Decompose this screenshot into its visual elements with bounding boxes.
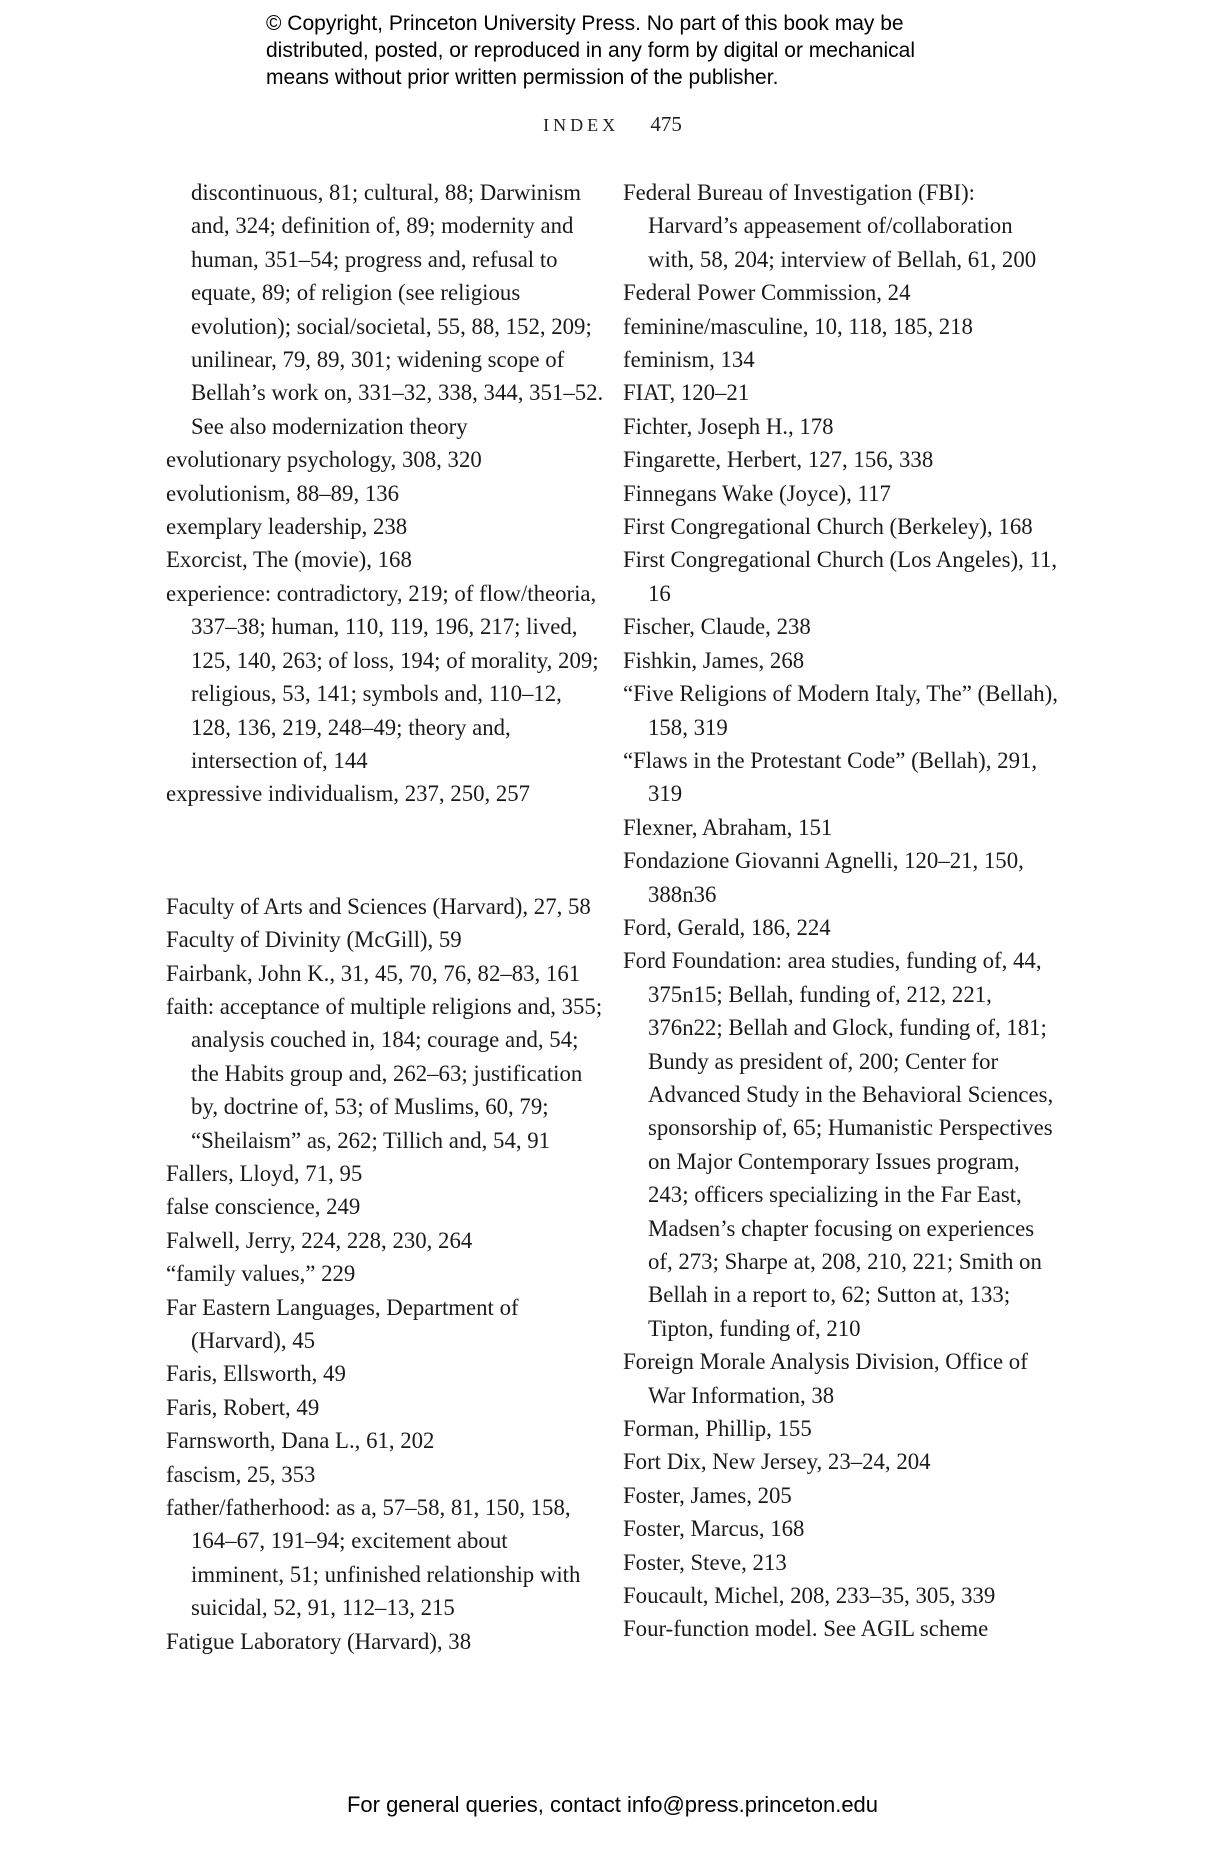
index-entry: Fishkin, James, 268 <box>623 647 805 673</box>
index-entry: experience: contradictory, 219; of flow/theoria, 337–38; human, 110, 119, 196, 217; lived, 125, 140, 263; of loss, 194; of morality, 209; religious, 53, 141; symbols and, 110–12, 128, 136, 219, 248–49; theory and, intersection of, 144 <box>166 580 599 773</box>
index-entry: father/fatherhood: as a, 57–58, 81, 150, 158, 164–67, 191–94; excitement about imminent, 51; unfinished relationship with suicidal, 52, 91, 112–13, 215 <box>166 1495 581 1621</box>
index-entry: fascism, 25, 353 <box>166 1461 316 1487</box>
index-entry: Foreign Morale Analysis Division, Office of War Information, 38 <box>623 1349 1028 1408</box>
index-entry: “family values,” 229 <box>166 1261 356 1287</box>
index-entry: Falwell, Jerry, 224, 228, 230, 264 <box>166 1227 473 1253</box>
page-number: 475 <box>650 112 682 136</box>
index-entry: Foucault, Michel, 208, 233–35, 305, 339 <box>623 1583 996 1609</box>
index-entry: Faculty of Divinity (McGill), 59 <box>166 927 462 953</box>
index-entry: Flexner, Abraham, 151 <box>623 814 833 840</box>
index-entry: Ford, Gerald, 186, 224 <box>623 914 831 940</box>
index-entry: feminine/masculine, 10, 118, 185, 218 <box>623 313 973 339</box>
index-column-right <box>623 176 1063 1646</box>
index-entry: Faculty of Arts and Sciences (Harvard), 27, 58 <box>166 893 591 919</box>
index-entry: Exorcist, The (movie), 168 <box>166 547 412 573</box>
copyright-line-2: distributed, posted, or reproduced in any form by digital or mechanical <box>266 39 916 62</box>
index-entry: Forman, Phillip, 155 <box>623 1416 812 1442</box>
copyright-line-3: means without prior written permission of the publisher. <box>266 66 779 89</box>
copyright-notice <box>266 10 1026 91</box>
index-entry: expressive individualism, 237, 250, 257 <box>166 781 531 807</box>
index-entry: Federal Bureau of Investigation (FBI): Harvard’s appeasement of/collaboration with, 58, 204; interview of Bellah, 61, 200 <box>623 180 1037 272</box>
section-title: INDEX <box>543 115 620 135</box>
index-entry: FIAT, 120–21 <box>623 380 750 406</box>
index-entry: First Congregational Church (Berkeley), 168 <box>623 514 1033 540</box>
index-entry: First Congregational Church (Los Angeles), 11, 16 <box>623 547 1058 606</box>
index-entry: Foster, Marcus, 168 <box>623 1516 805 1542</box>
index-column-left <box>166 176 606 1658</box>
index-entry: discontinuous, 81; cultural, 88; Darwinism and, 324; definition of, 89; modernity and human, 351–54; progress and, refusal to equate, 89; of religion (see religious evolution); social/societal, 55, 88, 152, 209; unilinear, 79, 89, 301; widening scope of Bellah’s work on, 331–32, 338, 344, 351–52. See also modernization theory <box>191 180 604 439</box>
index-entry: Fatigue Laboratory (Harvard), 38 <box>166 1628 472 1654</box>
copyright-line-1: © Copyright, Princeton University Press. No part of this book may be <box>266 12 904 35</box>
index-entry: Finnegans Wake (Joyce), 117 <box>623 480 891 506</box>
index-entry: Faris, Ellsworth, 49 <box>166 1361 346 1387</box>
index-entry: Fondazione Giovanni Agnelli, 120–21, 150, 388n36 <box>623 848 1024 907</box>
index-entry: “Flaws in the Protestant Code” (Bellah), 291, 319 <box>623 747 1038 807</box>
running-header <box>0 112 1225 137</box>
index-entry: Fairbank, John K., 31, 45, 70, 76, 82–83, 161 <box>166 960 581 986</box>
index-entry: feminism, 134 <box>623 347 755 373</box>
index-entry: faith: acceptance of multiple religions and, 355; analysis couched in, 184; courage and, 54; the Habits group and, 262–63; justification by, doctrine of, 53; of Muslims, 60, 79; “Sheilaism” as, 262; Tillich and, 54, 91 <box>166 993 603 1153</box>
index-entry: Four-function model. See AGIL scheme <box>623 1616 989 1642</box>
index-entry: Fichter, Joseph H., 178 <box>623 413 834 439</box>
index-entry: Fallers, Lloyd, 71, 95 <box>166 1160 363 1186</box>
index-entry: Faris, Robert, 49 <box>166 1394 320 1420</box>
index-entry: Far Eastern Languages, Department of (Harvard), 45 <box>166 1294 519 1353</box>
index-entry: Foster, James, 205 <box>623 1482 792 1508</box>
index-entry: Federal Power Commission, 24 <box>623 280 911 306</box>
footer-contact: For general queries, contact info@press.princeton.edu <box>346 1792 879 1817</box>
index-entry <box>166 834 606 867</box>
index-entry: evolutionary psychology, 308, 320 <box>166 447 482 473</box>
index-entry: exemplary leadership, 238 <box>166 514 408 540</box>
index-entry: Foster, Steve, 213 <box>623 1549 787 1575</box>
index-entry: Fingarette, Herbert, 127, 156, 338 <box>623 447 934 473</box>
index-entry: Farnsworth, Dana L., 61, 202 <box>166 1428 435 1454</box>
index-entry: Fort Dix, New Jersey, 23–24, 204 <box>623 1449 931 1475</box>
index-entry: “Five Religions of Modern Italy, The” (Bellah), 158, 319 <box>623 681 1058 740</box>
index-entry: evolutionism, 88–89, 136 <box>166 480 400 506</box>
index-entry: Fischer, Claude, 238 <box>623 614 811 640</box>
index-entry: Ford Foundation: area studies, funding of, 44, 375n15; Bellah, funding of, 212, 221, 376n22; Bellah and Glock, funding of, 181; Bundy as president of, 200; Center for Advanced Study in the Behavioral Sciences, sponsorship of, 65; Humanistic Perspectives on Major Contemporary Issues program, 243; officers specializing in the Far East, Madsen’s chapter focusing on experiences of, 273; Sharpe at, 208, 210, 221; Smith on Bellah in a report to, 62; Sutton at, 133; Tipton, funding of, 210 <box>623 948 1054 1341</box>
index-entry: false conscience, 249 <box>166 1194 361 1220</box>
